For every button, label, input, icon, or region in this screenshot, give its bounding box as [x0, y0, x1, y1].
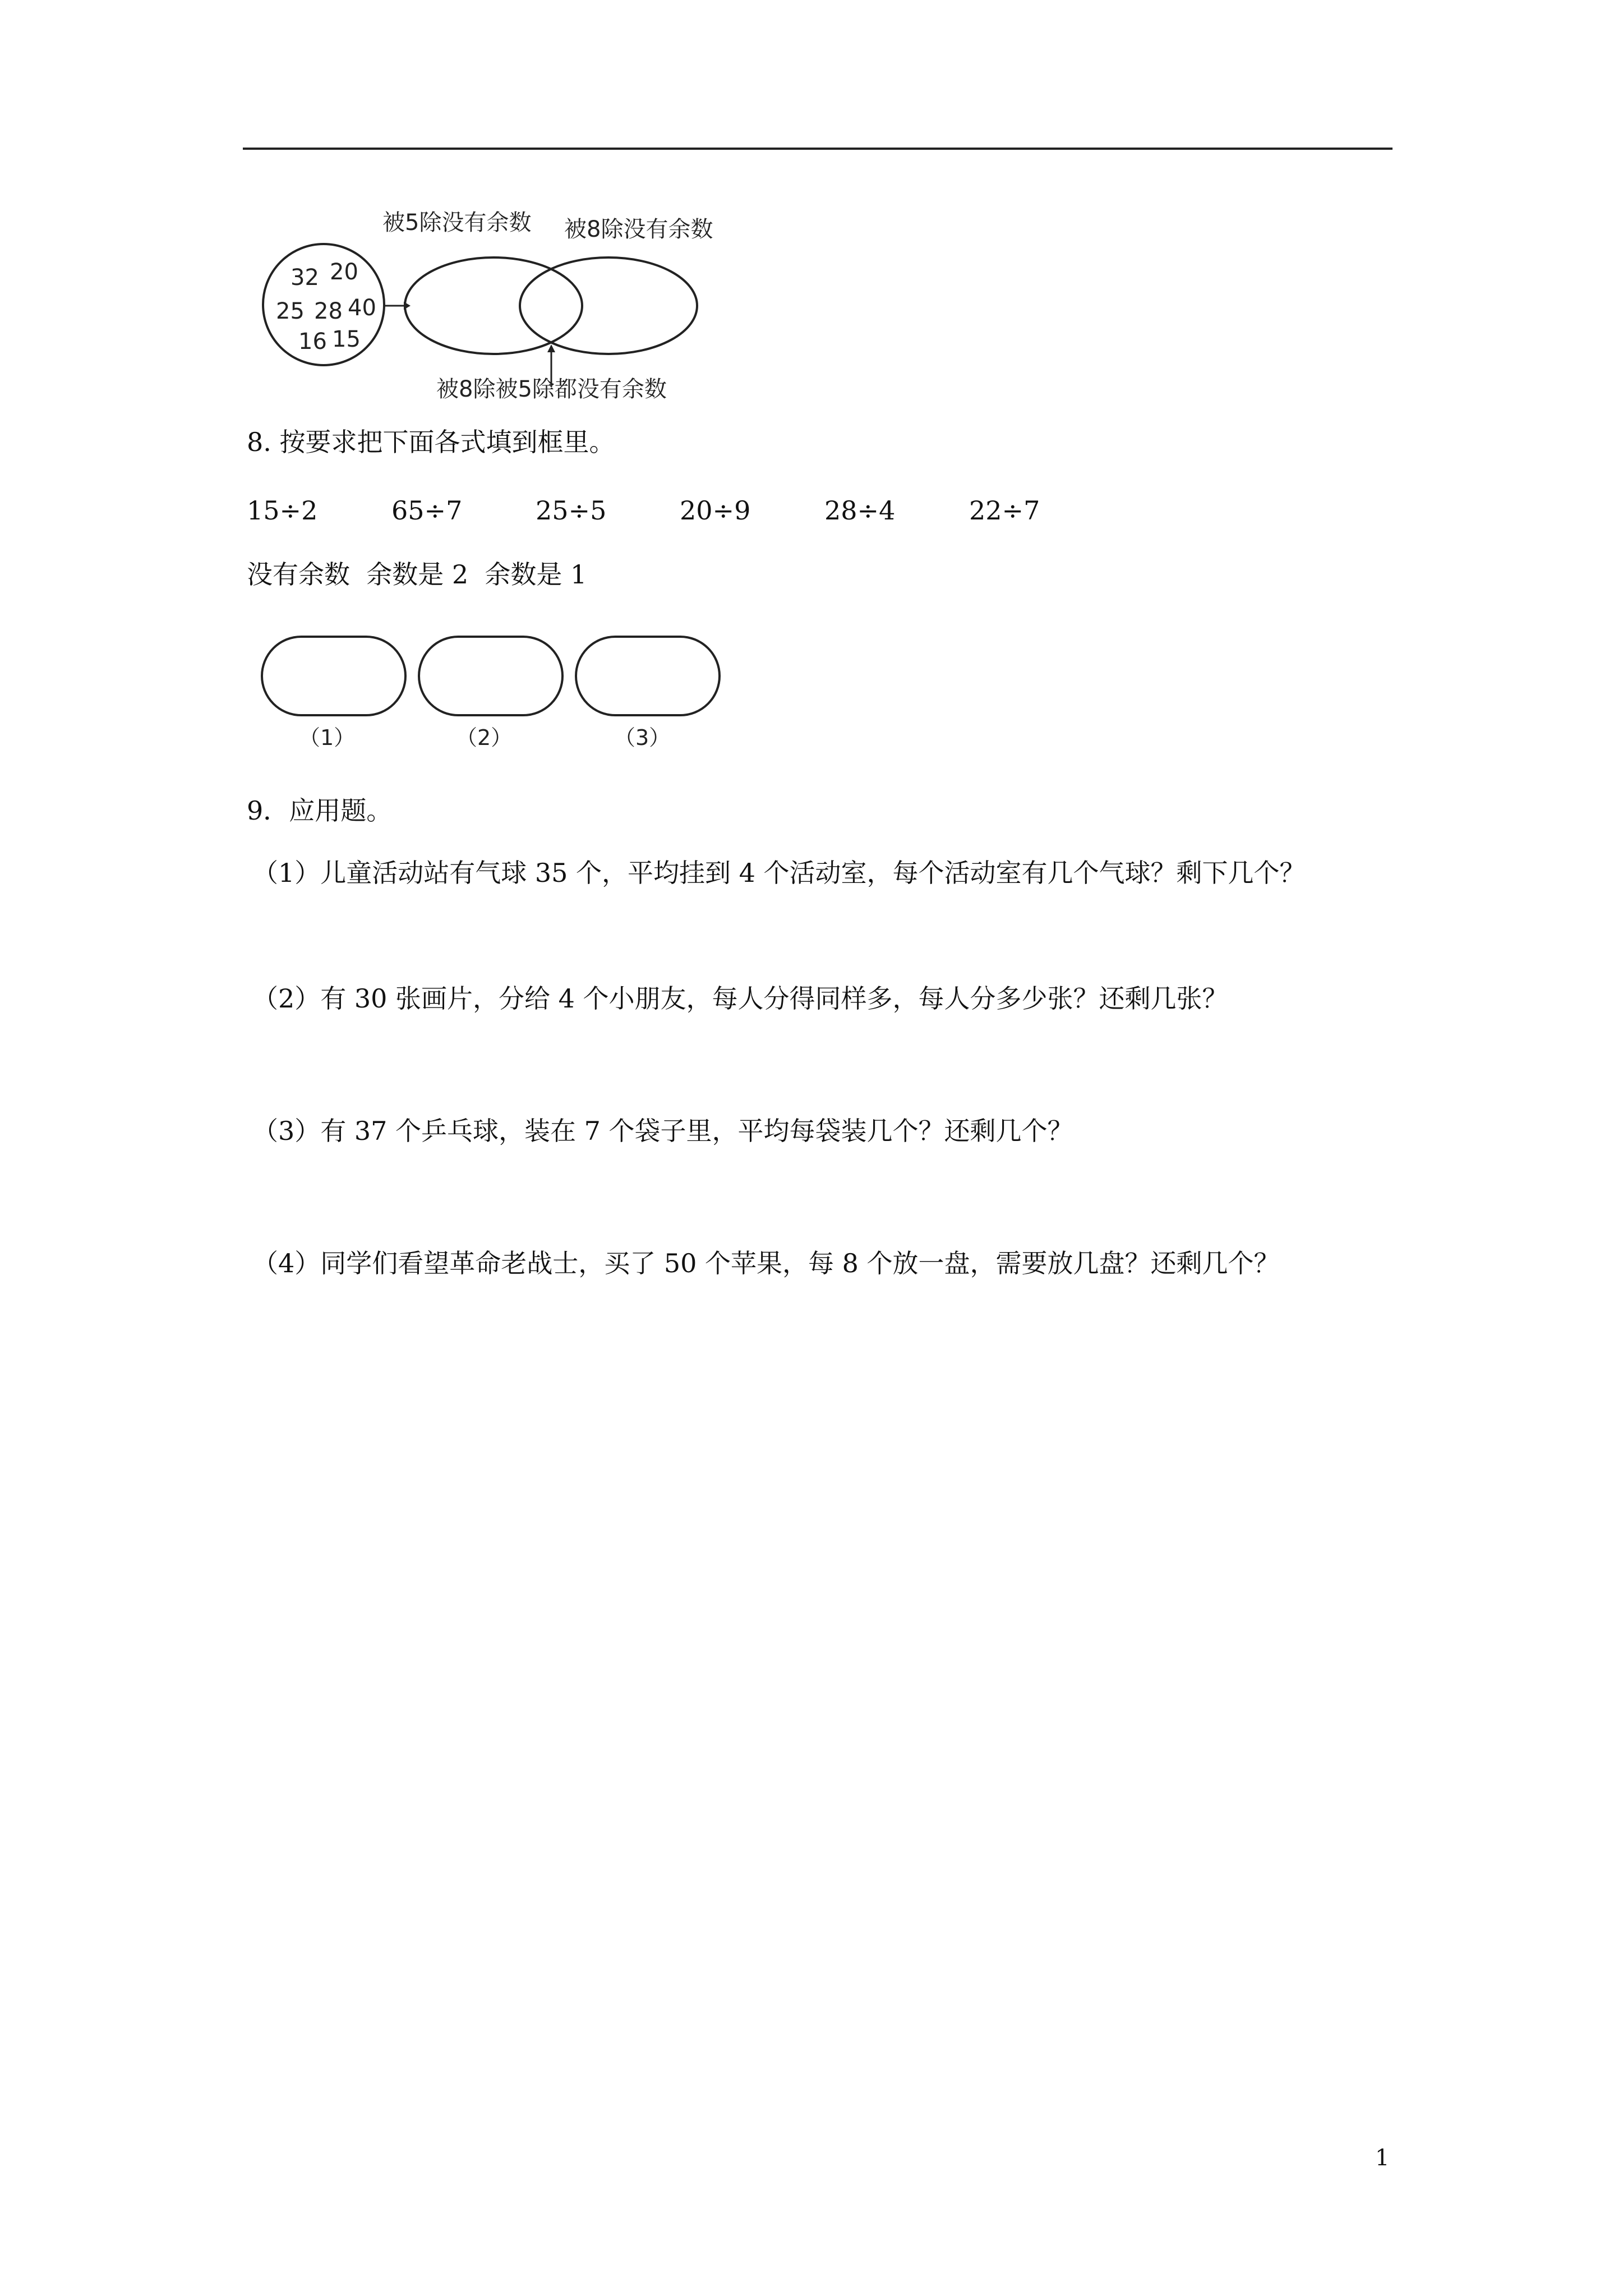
source-number: 16 [298, 329, 327, 355]
q8-title: 8. 按要求把下面各式填到框里。 [247, 427, 615, 457]
expression: 25÷5 [536, 495, 607, 526]
expression: 65÷7 [391, 495, 463, 526]
expression: 15÷2 [247, 495, 318, 526]
header-rule [243, 148, 1393, 150]
expression: 20÷9 [680, 495, 751, 526]
word-problem: （4）同学们看望革命老战士，买了 50 个苹果，每 8 个放一盘，需要放几盘？还剩几个？ [252, 1248, 1280, 1278]
source-number: 20 [330, 259, 358, 285]
box-label-2: （2） [456, 725, 513, 750]
answer-boxes [255, 631, 737, 760]
answer-box-2 [419, 637, 562, 715]
answer-box-1 [262, 637, 405, 715]
label-div-by-8: 被8除没有余数 [564, 217, 713, 242]
source-number: 32 [291, 265, 319, 291]
word-problem: （3）有 37 个乒乓球，装在 7 个袋子里，平均每袋装几个？还剩几个？ [252, 1116, 1073, 1146]
word-problem: （2）有 30 张画片，分给 4 个小朋友，每人分得同样多，每人分多少张？还剩几张？ [252, 983, 1228, 1014]
source-number: 25 [276, 298, 305, 324]
label-div-by-both: 被8除被5除都没有余数 [436, 376, 667, 402]
expression: 22÷7 [969, 495, 1040, 526]
box-label-1: （1） [299, 725, 356, 750]
q8-categories: 没有余数 余数是 2 余数是 1 [247, 559, 587, 590]
source-number: 15 [332, 326, 361, 352]
ellipse-div-by-5 [405, 257, 582, 354]
up-arrow-head [547, 344, 555, 352]
word-problem: （1）儿童活动站有气球 35 个，平均挂到 4 个活动室，每个活动室有几个气球？剩下几个？ [252, 858, 1306, 888]
page-number: 1 [1375, 2145, 1390, 2171]
answer-box-3 [576, 637, 720, 715]
source-number: 40 [348, 295, 376, 321]
label-div-by-5: 被5除没有余数 [382, 210, 532, 236]
box-label-3: （3） [614, 725, 671, 750]
expression: 28÷4 [824, 495, 896, 526]
venn-diagram [252, 202, 757, 409]
source-number: 28 [314, 298, 343, 324]
ellipse-div-by-8 [520, 257, 697, 354]
q9-title: 9．应用题。 [247, 795, 393, 826]
